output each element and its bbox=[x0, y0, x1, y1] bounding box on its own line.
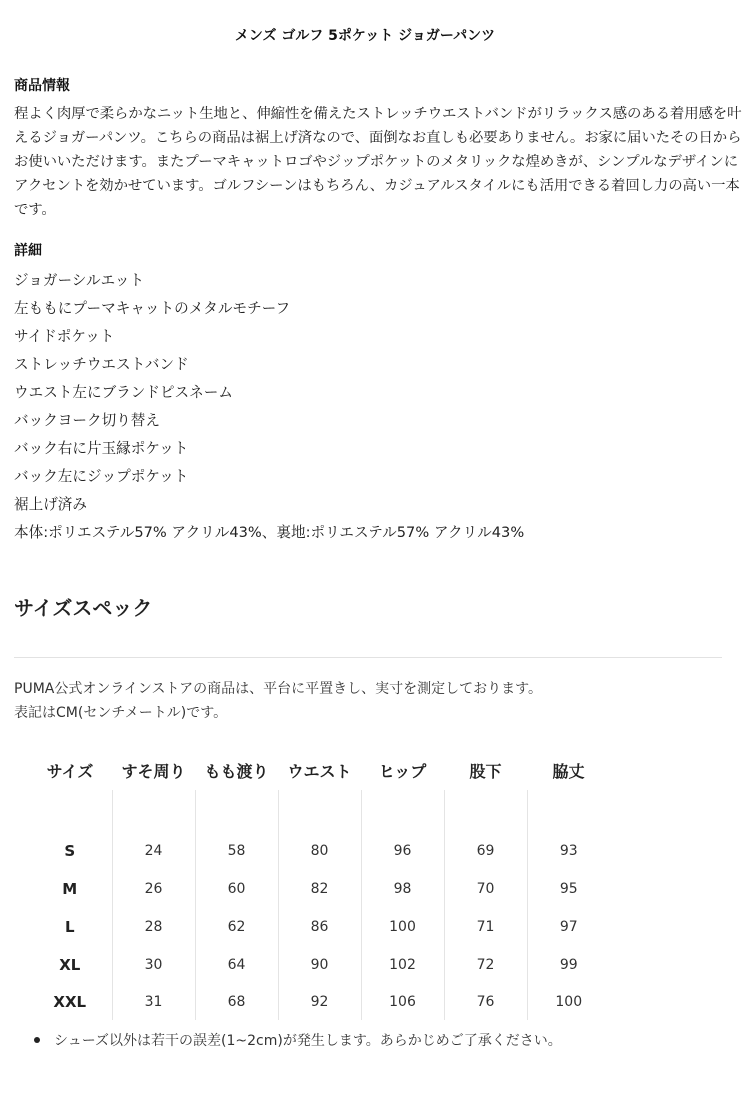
size-label: XL bbox=[59, 956, 81, 974]
table-row bbox=[28, 870, 610, 908]
table-cell: 24 bbox=[112, 832, 195, 870]
details-item: 左ももにプーマキャットのメタルモチーフ bbox=[14, 300, 291, 317]
table-row bbox=[28, 984, 610, 1020]
column-header-hem: すそ周り bbox=[121, 761, 186, 781]
table-cell: 58 bbox=[195, 832, 278, 870]
column-header-hip: ヒップ bbox=[378, 761, 427, 781]
size-label: S bbox=[64, 842, 76, 860]
details-item: ウエスト左にブランドピスネーム bbox=[14, 384, 233, 401]
bullet-icon bbox=[34, 1037, 40, 1043]
table-spacer-row bbox=[28, 790, 610, 832]
table-cell: 96 bbox=[361, 832, 444, 870]
table-cell: 62 bbox=[195, 908, 278, 946]
details-item: サイドポケット bbox=[14, 328, 115, 345]
table-cell: 70 bbox=[444, 870, 527, 908]
unit-note: 表記はCM(センチメートル)です。 bbox=[14, 705, 228, 721]
column-header-thigh: もも渡り bbox=[204, 761, 269, 781]
table-row bbox=[28, 832, 610, 870]
measurement-note: PUMA公式オンラインストアの商品は、平台に平置きし、実寸を測定しております。 bbox=[14, 681, 542, 697]
list-item bbox=[34, 1030, 562, 1050]
details-heading: 詳細 bbox=[14, 243, 42, 259]
details-list bbox=[14, 267, 524, 547]
table-row bbox=[28, 946, 610, 984]
section-divider bbox=[14, 657, 722, 658]
column-header-waist: ウエスト bbox=[287, 761, 352, 781]
size-label: XXL bbox=[53, 993, 87, 1011]
table-cell: 60 bbox=[195, 870, 278, 908]
table-cell: 30 bbox=[112, 946, 195, 984]
table-cell: 86 bbox=[278, 908, 361, 946]
product-info-heading: 商品情報 bbox=[14, 78, 70, 94]
column-header-size: サイズ bbox=[46, 761, 94, 781]
table-cell: 95 bbox=[527, 870, 610, 908]
table-cell: 82 bbox=[278, 870, 361, 908]
table-cell: 100 bbox=[361, 908, 444, 946]
details-item: バック左にジップポケット bbox=[14, 468, 189, 485]
size-spec-heading: サイズスペック bbox=[14, 596, 153, 620]
table-cell: 97 bbox=[527, 908, 610, 946]
table-cell: 100 bbox=[527, 984, 610, 1020]
table-cell: 80 bbox=[278, 832, 361, 870]
table-cell: 99 bbox=[527, 946, 610, 984]
details-item: 裾上げ済み bbox=[14, 496, 87, 513]
table-cell: 69 bbox=[444, 832, 527, 870]
table-header-row bbox=[28, 750, 610, 790]
details-item: ストレッチウエストバンド bbox=[14, 356, 189, 373]
table-cell: 31 bbox=[112, 984, 195, 1020]
product-description: 程よく肉厚で柔らかなニット生地と、伸縮性を備えたストレッチウエストバンドがリラックス感のある着用感を叶えるジョガーパンツ。こちらの商品は裾上げ済なので、面倒なお直しも必要ありません。お家に届いたその日からお使いいただけます。またプーマキャットロゴやジップポケットのメタリックな煌めきが、シンプルなデザインにアクセントを効かせています。ゴルフシーンはもちろん、カジュアルスタイルにも活用できる着回し力の高い一本です。 bbox=[14, 106, 742, 218]
details-item: バックヨーク切り替え bbox=[14, 412, 160, 429]
footer-notes bbox=[34, 1030, 562, 1050]
column-header-side-length: 脇丈 bbox=[552, 761, 585, 781]
table-cell: 76 bbox=[444, 984, 527, 1020]
table-cell: 98 bbox=[361, 870, 444, 908]
table-cell: 106 bbox=[361, 984, 444, 1020]
table-row bbox=[28, 908, 610, 946]
size-label: M bbox=[62, 880, 78, 898]
product-title: メンズ ゴルフ 5ポケット ジョガーパンツ bbox=[234, 28, 496, 44]
table-cell: 26 bbox=[112, 870, 195, 908]
size-label: L bbox=[64, 918, 75, 936]
error-margin-note: シューズ以外は若干の誤差(1~2cm)が発生します。あらかじめご了承ください。 bbox=[54, 1033, 562, 1049]
table-cell: 71 bbox=[444, 908, 527, 946]
details-item: ジョガーシルエット bbox=[14, 272, 145, 289]
table-cell: 90 bbox=[278, 946, 361, 984]
details-item-material: 本体:ポリエステル57% アクリル43%、裏地:ポリエステル57% アクリル43% bbox=[14, 524, 525, 541]
table-cell: 93 bbox=[527, 832, 610, 870]
table-cell: 64 bbox=[195, 946, 278, 984]
details-item: バック右に片玉縁ポケット bbox=[14, 440, 189, 457]
table-cell: 28 bbox=[112, 908, 195, 946]
column-header-inseam: 股下 bbox=[469, 761, 502, 781]
table-cell: 68 bbox=[195, 984, 278, 1020]
table-cell: 72 bbox=[444, 946, 527, 984]
table-cell: 92 bbox=[278, 984, 361, 1020]
table-cell: 102 bbox=[361, 946, 444, 984]
size-spec-table bbox=[28, 750, 610, 1020]
